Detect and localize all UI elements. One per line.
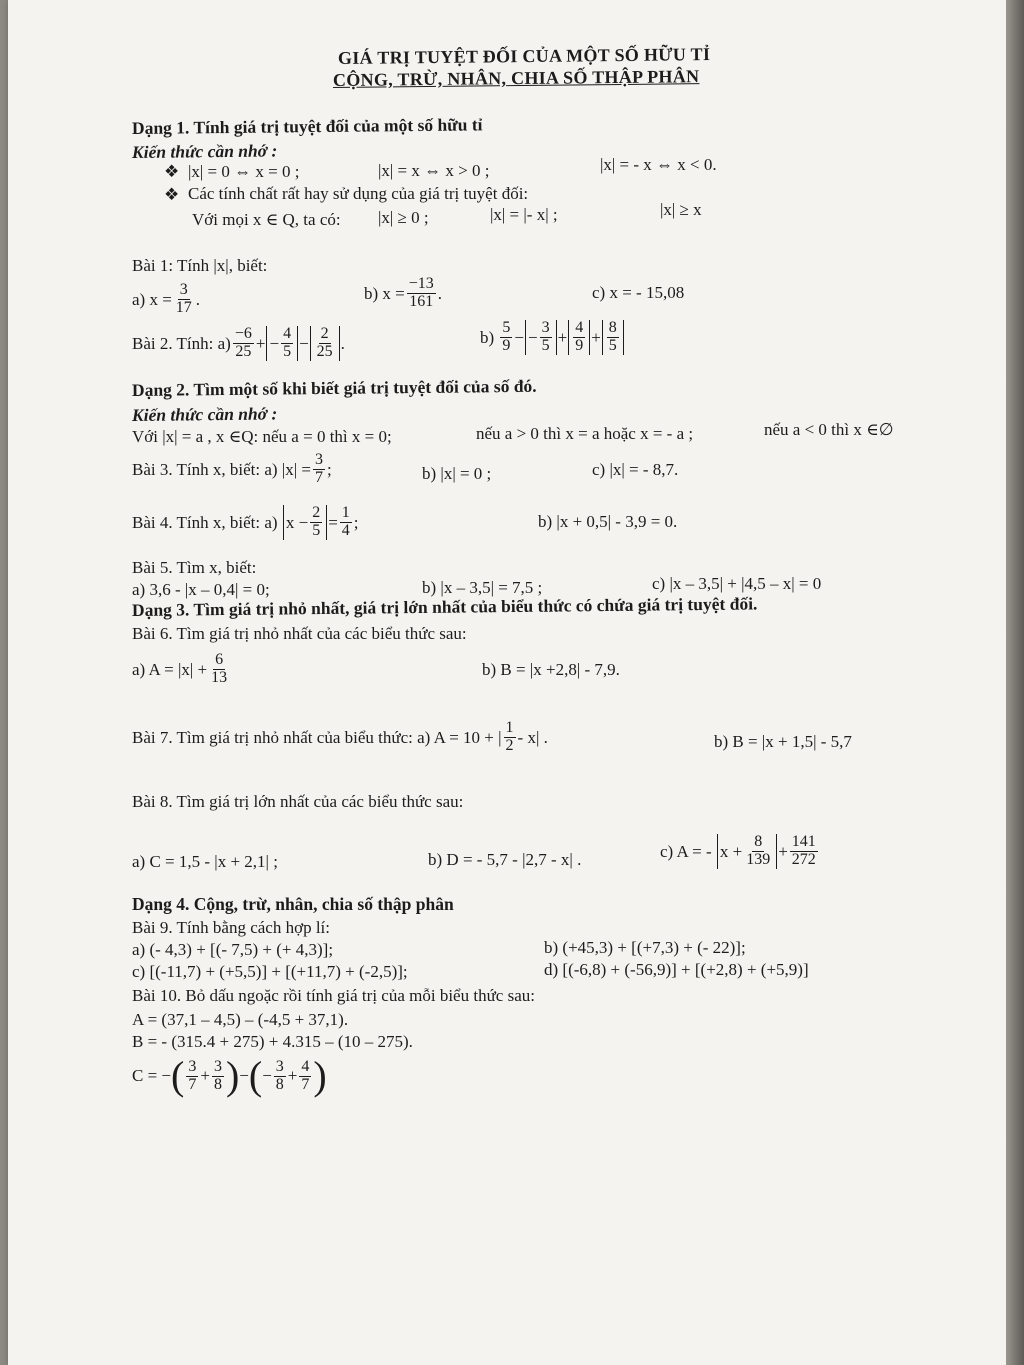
bai4a: Bài 4. Tính x, biết: a) x − $\frac{2}{5}$ = $\frac{1}{4}$ ;: [132, 504, 359, 539]
abs-value: − $\frac{4}{5}$: [266, 326, 298, 361]
fraction: [540, 320, 552, 355]
denominator: 25: [316, 342, 333, 360]
numerator: 141: [791, 833, 816, 850]
bai5a: a) 3,6 - |x – 0,4| = 0;: [132, 580, 270, 599]
title-line-1: GIÁ TRỊ TUYỆT ĐỐI CỦA MỘT SỐ HỮU TỈ: [337, 44, 711, 68]
numerator: 5: [502, 319, 511, 336]
bai9b: b) (+45,3) + [(+7,3) + (- 22)];: [544, 938, 746, 957]
numerator: 2: [312, 504, 321, 521]
bai4a-x: x −: [285, 512, 309, 532]
bai8c-x: x +: [719, 841, 743, 861]
dang1-rule-3: |x| = - x ⇔ x < 0.: [600, 155, 717, 174]
denominator: 7: [301, 1075, 310, 1093]
numerator: 3: [179, 281, 188, 298]
denominator: 13: [211, 668, 228, 686]
dang4-heading: Dạng 4. Cộng, trừ, nhân, chia số thập phân: [132, 894, 454, 914]
numerator: 3: [213, 1057, 222, 1075]
abs-value: [717, 834, 777, 869]
bai7b: b) B = |x + 1,5| - 5,7: [714, 732, 852, 751]
bullet-icon: ❖: [164, 162, 180, 181]
bai8c-text: c) A = -: [660, 841, 712, 861]
denominator: 25: [235, 342, 252, 360]
fraction: [212, 1059, 224, 1094]
dang2-kien-thuc: Kiến thức cần nhớ :: [131, 403, 278, 425]
numerator: 3: [314, 451, 323, 468]
denominator: 9: [502, 336, 511, 354]
denominator: 5: [283, 342, 292, 360]
numerator: 8: [608, 319, 617, 336]
fraction: [340, 505, 352, 540]
dang2-rule-b: nếu a > 0 thì x = a hoặc x = - a ;: [476, 424, 694, 443]
bai1b-text: b) x =: [364, 283, 405, 303]
bai7a: [132, 720, 548, 755]
bai1c: c) x = - 15,08: [592, 283, 685, 302]
paren: ): [313, 1053, 327, 1098]
fraction: [299, 1059, 311, 1094]
denominator: 7: [314, 468, 323, 486]
fraction: [744, 834, 772, 869]
dang1-heading: Dạng 1. Tính giá trị tuyệt đối của một số hữu tỉ: [131, 114, 483, 138]
bai6a-text: a) A = |x| +: [132, 659, 208, 679]
bai10-label: Bài 10. Bỏ dấu ngoặc rồi tính giá trị của mỗi biểu thức sau:: [132, 986, 535, 1005]
bai6b: b) B = |x +2,8| - 7,9.: [482, 660, 620, 679]
bai8-label: Bài 8. Tìm giá trị lớn nhất của các biểu thức sau:: [132, 792, 464, 811]
denominator: 4: [341, 521, 350, 539]
dang1-kien-thuc: Kiến thức cần nhớ :: [131, 140, 278, 162]
fraction: [313, 452, 325, 487]
bai4-text: Bài 4. Tính x, biết: a): [132, 512, 278, 532]
bai3-text: Bài 3. Tính x, biết: a) |x| =: [132, 459, 311, 479]
denominator: 5: [608, 336, 617, 354]
numerator: −13: [408, 275, 434, 292]
dang1-voi-moi: Với mọi x ∈ Q, ta có:: [192, 210, 341, 229]
bai5b: b) |x – 3,5| = 7,5 ;: [422, 578, 543, 597]
bai3a: Bài 3. Tính x, biết: a) |x| = $\frac{3}{7}$ ;: [132, 451, 332, 486]
bai1a-text: a) x =: [132, 289, 172, 309]
fraction: [281, 326, 293, 361]
fraction: [504, 720, 516, 755]
fraction: [174, 282, 194, 317]
numerator: 4: [575, 319, 584, 336]
dang2-rule-c: nếu a < 0 thì x ∈∅: [764, 420, 894, 439]
dang1-prop-3: |x| ≥ x: [660, 200, 702, 219]
bai5-label: Bài 5. Tìm x, biết:: [132, 558, 257, 577]
fraction: [790, 834, 818, 869]
bai10-expr-c: C = − ( $\frac{3}{7}$ + $\frac{3}{8}$ ) − ( − $\frac{3}{8}$ + $\frac{4}{7}$ ): [132, 1053, 327, 1098]
bai9d: d) [(-6,8) + (-56,9)] + [(+2,8) + (+5,9)]: [544, 960, 809, 979]
numerator: 3: [275, 1057, 284, 1075]
abs-value: − $\frac{3}{5}$: [525, 320, 557, 355]
bai1a: a) x = $\frac{3}{17}$ .: [132, 281, 201, 316]
exprC-text: C = −: [132, 1066, 172, 1086]
bai7-text: Bài 7. Tìm giá trị nhỏ nhất của biểu thức: a) A = 10 + |: [132, 727, 502, 747]
bai3b: b) |x| = 0 ;: [422, 464, 492, 483]
fraction: [573, 320, 585, 355]
dang2-rule-a: Với |x| = a , x ∈Q: nếu a = 0 thì x = 0;: [132, 427, 392, 446]
bai2a: Bài 2. Tính: a) $\frac{-6}{25}$ + − $\frac{4}{5}$ − $\frac{2}{25}$ .: [132, 325, 345, 360]
denominator: 161: [409, 292, 434, 310]
bai10-expr-b: B = - (315.4 + 275) + 4.315 – (10 – 275).: [132, 1032, 413, 1051]
fraction: [209, 652, 229, 687]
bai9-label: Bài 9. Tính bằng cách hợp lí:: [132, 918, 330, 937]
fraction: [310, 505, 322, 540]
numerator: 4: [301, 1057, 310, 1075]
denominator: 5: [312, 521, 321, 539]
bai8b: b) D = - 5,7 - |2,7 - x| .: [428, 850, 582, 869]
fraction: [186, 1059, 198, 1094]
fraction: [315, 326, 335, 361]
bai3c: c) |x| = - 8,7.: [592, 460, 679, 479]
bai8c: c) A = - x + $\frac{8}{139}$ + $\frac{141}{272}$: [660, 833, 816, 868]
numerator: 4: [283, 325, 292, 342]
numerator: 3: [541, 319, 550, 336]
denominator: 2: [505, 736, 514, 754]
denominator: 5: [541, 336, 550, 354]
bai8a: a) C = 1,5 - |x + 2,1| ;: [132, 852, 278, 871]
bai9a: a) (- 4,3) + [(- 7,5) + (+ 4,3)];: [132, 940, 334, 959]
denominator: 139: [746, 850, 771, 868]
numerator: 3: [188, 1057, 197, 1075]
denominator: 8: [213, 1075, 222, 1093]
fraction: [407, 276, 436, 311]
numerator: 1: [505, 719, 514, 736]
dang1-prop-1: |x| ≥ 0 ;: [378, 208, 429, 227]
table-edge: [1006, 0, 1024, 1365]
dang1-bullet-2: Các tính chất rất hay sử dụng của giá trị tuyệt đối:: [188, 184, 529, 203]
fraction: [607, 320, 619, 355]
paren: ): [225, 1053, 240, 1098]
abs-value: [602, 320, 624, 355]
bai5c: c) |x – 3,5| + |4,5 – x| = 0: [652, 574, 822, 593]
paren: (: [248, 1053, 263, 1098]
fraction: [500, 320, 512, 355]
fraction: [233, 326, 254, 361]
bai2-text: Bài 2. Tính: a): [132, 333, 231, 353]
abs-value: [310, 326, 340, 361]
denominator: 7: [188, 1075, 197, 1093]
bai2b-text: b): [480, 327, 495, 347]
abs-value: [568, 320, 590, 355]
fraction: [274, 1059, 286, 1094]
dang1-rule-2: |x| = x ⇔ x > 0 ;: [378, 161, 490, 180]
dang3-heading: Dạng 3. Tìm giá trị nhỏ nhất, giá trị lớn nhất của biểu thức có chứa giá trị tuyệt đối.: [131, 593, 758, 620]
abs-value: [283, 505, 327, 540]
denominator: 272: [791, 850, 816, 868]
worksheet-paper: [8, 0, 1008, 1365]
bai10-expr-a: A = (37,1 – 4,5) – (-4,5 + 37,1).: [132, 1010, 349, 1029]
bai6a: [132, 652, 231, 687]
title-line-2: CỘNG, TRỪ, NHÂN, CHIA SỐ THẬP PHÂN: [332, 66, 700, 90]
numerator: 6: [215, 651, 224, 668]
dang1-prop-2: |x| = |- x| ;: [490, 205, 558, 224]
denominator: 8: [275, 1075, 284, 1093]
numerator: 8: [754, 833, 763, 850]
bai6-label: Bài 6. Tìm giá trị nhỏ nhất của các biểu thức sau:: [132, 624, 467, 643]
denominator: 17: [175, 298, 192, 316]
bai9c: c) [(-11,7) + (+5,5)] + [(+11,7) + (-2,5)];: [132, 962, 408, 981]
bai1b: b) x = $\frac{-13}{161}$ .: [364, 275, 443, 310]
bai7a-post: - x| .: [517, 727, 548, 747]
bai1-label: Bài 1: Tính |x|, biết:: [132, 256, 268, 275]
dang1-rule-1: |x| = 0 ⇔ x = 0 ;: [188, 162, 300, 181]
bai2b: b) $\frac{5}{9}$ − − $\frac{3}{5}$ + $\frac{4}{9}$ + $\frac{8}{5}$: [480, 320, 625, 355]
numerator: 1: [341, 504, 350, 521]
numerator: 2: [320, 325, 329, 342]
bai4b: b) |x + 0,5| - 3,9 = 0.: [538, 512, 678, 531]
numerator: −6: [234, 325, 252, 342]
bullet-icon: ❖: [164, 185, 180, 204]
paren: (: [171, 1053, 185, 1098]
denominator: 9: [575, 336, 584, 354]
dang2-heading: Dạng 2. Tìm một số khi biết giá trị tuyệt đối của số đó.: [131, 375, 537, 400]
